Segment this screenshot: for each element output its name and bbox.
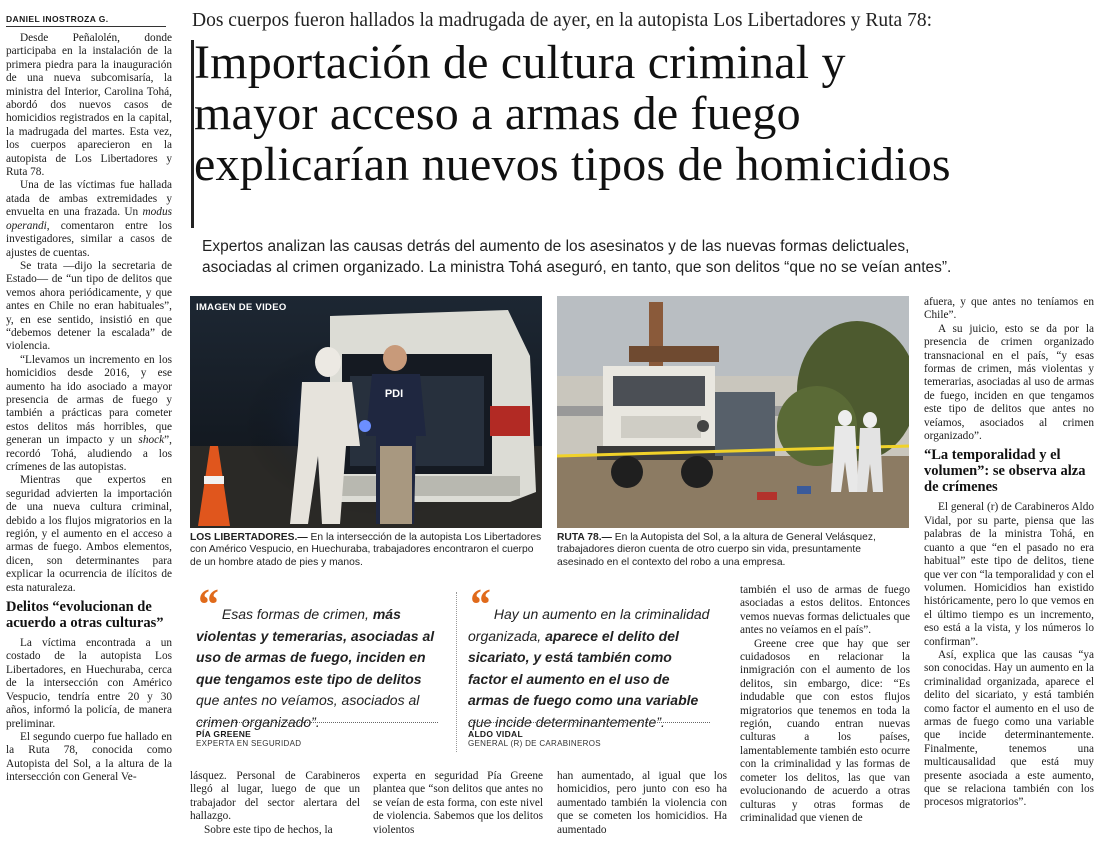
paragraph: El segundo cuerpo fue hallado en la Ruta 78, conocida como Autopista del Sol, a la altura de la intersección con General Ve- [6, 730, 172, 784]
quote-divider [196, 722, 438, 723]
paragraph: “Llevamos un incremento en los homicidios desde 2016, y ese aumento ha ido asociado a mayor presencia de armas de fuego y también a prácticas para cometer estos delitos más horribles, que generan un impacto y un shock”, recordó Tohá, aludiendo a los crímenes de las autopistas. [6, 353, 172, 473]
paragraph: Desde Peñalolén, donde participaba en la instalación de la primera piedra para la inauguración de una nueva subcomisaría, la ministra del Interior, Carolina Tohá, abordó dos nuevos casos de homicidios registrados en la capital, la madrugada del martes. Esta vez, los cuerpos aparecieron en la autopista de Los Libertadores y Ruta 78. [6, 32, 172, 179]
pdi-vest-text: PDI [384, 388, 404, 400]
quote-text: “ Esas formas de crimen, más violentas y temerarias, asociadas al uso de armas de fuego, inciden en que tengamos este tipo de delitos que antes no veíamos, asociados al crimen organizado”. [196, 580, 435, 730]
article-column-2: lásquez. Personal de Carabineros llegó al lugar, luego de que un trabajador del sector alertara del hallazgo. Sobre este tipo de hechos, la [190, 770, 360, 836]
quote-text: “ Hay un aumento en la criminalidad organizada, aparece el delito del sicariato, y está también como factor el aumento en el uso de armas de fuego como una variable que incide determinantemente”. [468, 580, 710, 730]
photo-ruta-78 [557, 296, 909, 528]
article-column-3: experta en seguridad Pía Greene plantea que “son delitos que antes no se veían de esta forma, con este nivel de violencia. Sabemos que los delitos violentos [373, 770, 543, 836]
headline [194, 37, 951, 190]
paragraph: La víctima encontrada a un costado de la autopista Los Libertadores, en Huechuraba, cerca de la intersección con Américo Vespucio, tendría entre 20 y 30 años, informó la policía, de manera preliminar. [6, 637, 172, 730]
quote-divider [468, 722, 710, 723]
headline-line: Importación de cultura criminal y [194, 36, 846, 89]
paragraph: Una de las víctimas fue hallada atada de ambas extremidades y envuelta en una frazada. Un modus operandi, comentaron entre los investigadores, similar a casos de ajustes de cuentas. [6, 179, 172, 259]
article-column-1 [6, 32, 172, 842]
paragraph: Mientras que expertos en seguridad advierten la importación de una nueva cultura criminal, debido a los flujos migratorios en la región, y el aumento en el acceso a armas de fuego. Ambos elementos, dicen, son determinantes para explicar la ocurrencia de ilícitos de esta naturaleza. [6, 474, 172, 594]
quote-attribution: PÍA GREENE EXPERTA EN SEGURIDAD [196, 729, 302, 748]
byline: DANIEL INOSTROZA G. [6, 14, 166, 27]
paragraph: Se trata —dijo la secretaria de Estado— de “un tipo de delitos que vemos ahora periódicamente, y que antes en Chile no eran habituales”, y, en ese sentido, insistió en que “debemos detener la escalada” de violencia. [6, 259, 172, 353]
quote-mark-icon: “ [468, 580, 490, 629]
pull-quote-vidal [468, 580, 714, 733]
quote-attribution: ALDO VIDAL GENERAL (R) DE CARABINEROS [468, 729, 601, 748]
deck: Expertos analizan las causas detrás del aumento de los asesinatos y de las nuevas formas delictuales, asociadas al crimen organizado. La ministra Tohá aseguró, en tanto, que son delitos “que no se veían antes”. [202, 238, 952, 276]
quote-mark-icon: “ [196, 580, 218, 629]
article-column-6: afuera, y que antes no teníamos en Chile”. A su juicio, esto se da por la presencia de crimen organizado transnacional en el país, “y esas formas de crimen, más violentas y temerarias, asociadas al uso de armas de fuego, inciden en que tengamos este tipo de delitos que antes no veíamos, asociados al crimen organizado”. “La temporalidad y el volumen”: se observa alza de crímenes El general (r) de Carabineros Aldo Vidal, por su parte, piensa que las palabras de la ministra Tohá, en cuanto a que “en el pasado no era habitual” este tipo de delitos, tiene que ver con “la temporalidad y con el volumen. Homicidios han existido históricamente, pero lo que vemos en el último tiempo es un incremento, eso está a la vista, y los números lo confirman”. Así, explica que las causas “ya son conocidas. Hay un aumento en la criminalidad organizada, aparece el delito del sicariato, y está también como factor el aumento en el uso de armas de fuego como una variable que incide determinantemente. Finalmente, tenemos una multicausalidad que está muy presente asociada a este aumento, que se relaciona también con los procesos migratorios”. [924, 296, 1094, 809]
subheading: Delitos “evolucionan de acuerdo a otras culturas” [6, 599, 164, 632]
quote-separator [456, 592, 457, 752]
crime-scene-night-photo [190, 296, 542, 528]
truck-highway-photo [557, 296, 909, 528]
photo-los-libertadores [190, 296, 542, 528]
photo-tag: IMAGEN DE VIDEO [196, 302, 287, 313]
kicker: Dos cuerpos fueron hallados la madrugada de ayer, en la autopista Los Libertadores y Ruta 78: [192, 10, 932, 31]
pull-quote-greene [196, 580, 442, 733]
headline-line: mayor acceso a armas de fuego [194, 87, 801, 140]
headline-line: explicarían nuevos tipos de homicidios [194, 138, 951, 191]
article-column-5: también el uso de armas de fuego asociadas a estos delitos. Entonces vemos nuevas formas delictuales que antes no veíamos en el país”. Greene cree que hay que ser cuidadosos en relacionar la inmigración con el aumento de los delitos, sin embargo, dice: “Es indudable que con estos flujos migratorios que tenemos en toda la región, cuando entran nuevas culturas a los países, lamentablemente también esto ocurre con la criminalidad y las formas de cometer los delitos, las que van evolucionando de acuerdo a otras culturas y otras formas de criminalidad que vienen de [740, 584, 910, 824]
photo-caption: RUTA 78.— En la Autopista del Sol, a la altura de General Velásquez, trabajadores dieron cuenta de otro cuerpo sin vida, presuntamente asesinado en el contexto del robo a una empresa. [557, 532, 876, 568]
photo-caption: LOS LIBERTADORES.— En la intersección de la autopista Los Libertadores con Américo Vespucio, en Huechuraba, trabajadores encontraron el cuerpo de un hombre atado de pies y manos. [190, 532, 542, 568]
subheading: “La temporalidad y el volumen”: se observa alza de crímenes [924, 447, 1086, 496]
article-column-4: han aumentado, al igual que los homicidios, pero junto con eso ha aumentado también la violencia con que se cometen los homicidios. Ha aumentado [557, 770, 727, 836]
